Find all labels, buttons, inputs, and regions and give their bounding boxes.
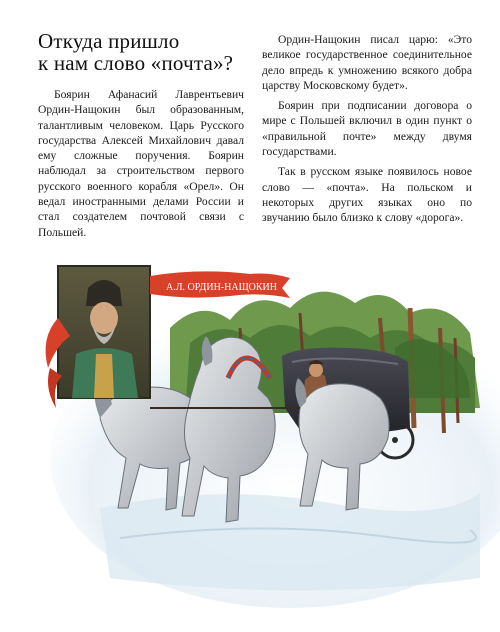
ribbon-text: А.Л. ОРДИН-НАЩОКИН — [166, 282, 277, 293]
right-column — [262, 30, 472, 231]
title-line-1: Откуда пришло — [38, 29, 180, 53]
title-line-2: к нам слово «почта»? — [38, 51, 234, 75]
boyar-portrait — [58, 266, 150, 398]
paragraph: Боярин при подписании договора о мире с Польшей включил в один пункт о «правильной почте» между двумя государствами. — [262, 99, 472, 159]
left-column — [38, 30, 244, 240]
paragraph: Так в русском языке появилось новое слово — «почта». На польском и некоторых других языках оно по звучанию было близко к слову «дорога». — [262, 165, 472, 225]
troika-illustration — [0, 258, 500, 608]
paragraph: Ордин-Нащокин писал царю: «Это великое государственное соединительное дело впредь к умножению всякого добра царству Московскому будет». — [262, 33, 472, 92]
article-title — [38, 30, 244, 74]
paragraph: Боярин Афанасий Лаврентьевич Ордин-Нащокин был образованным, талантливым человеком. Царь Русского государства Алексей Михайлович давал ему сложные поручения. Боярин наблюдал за строительством первого русского военного корабля «Орел». Он ведал иностранными делами России и стал создателем почтовой связи с Польшей. — [38, 88, 244, 239]
